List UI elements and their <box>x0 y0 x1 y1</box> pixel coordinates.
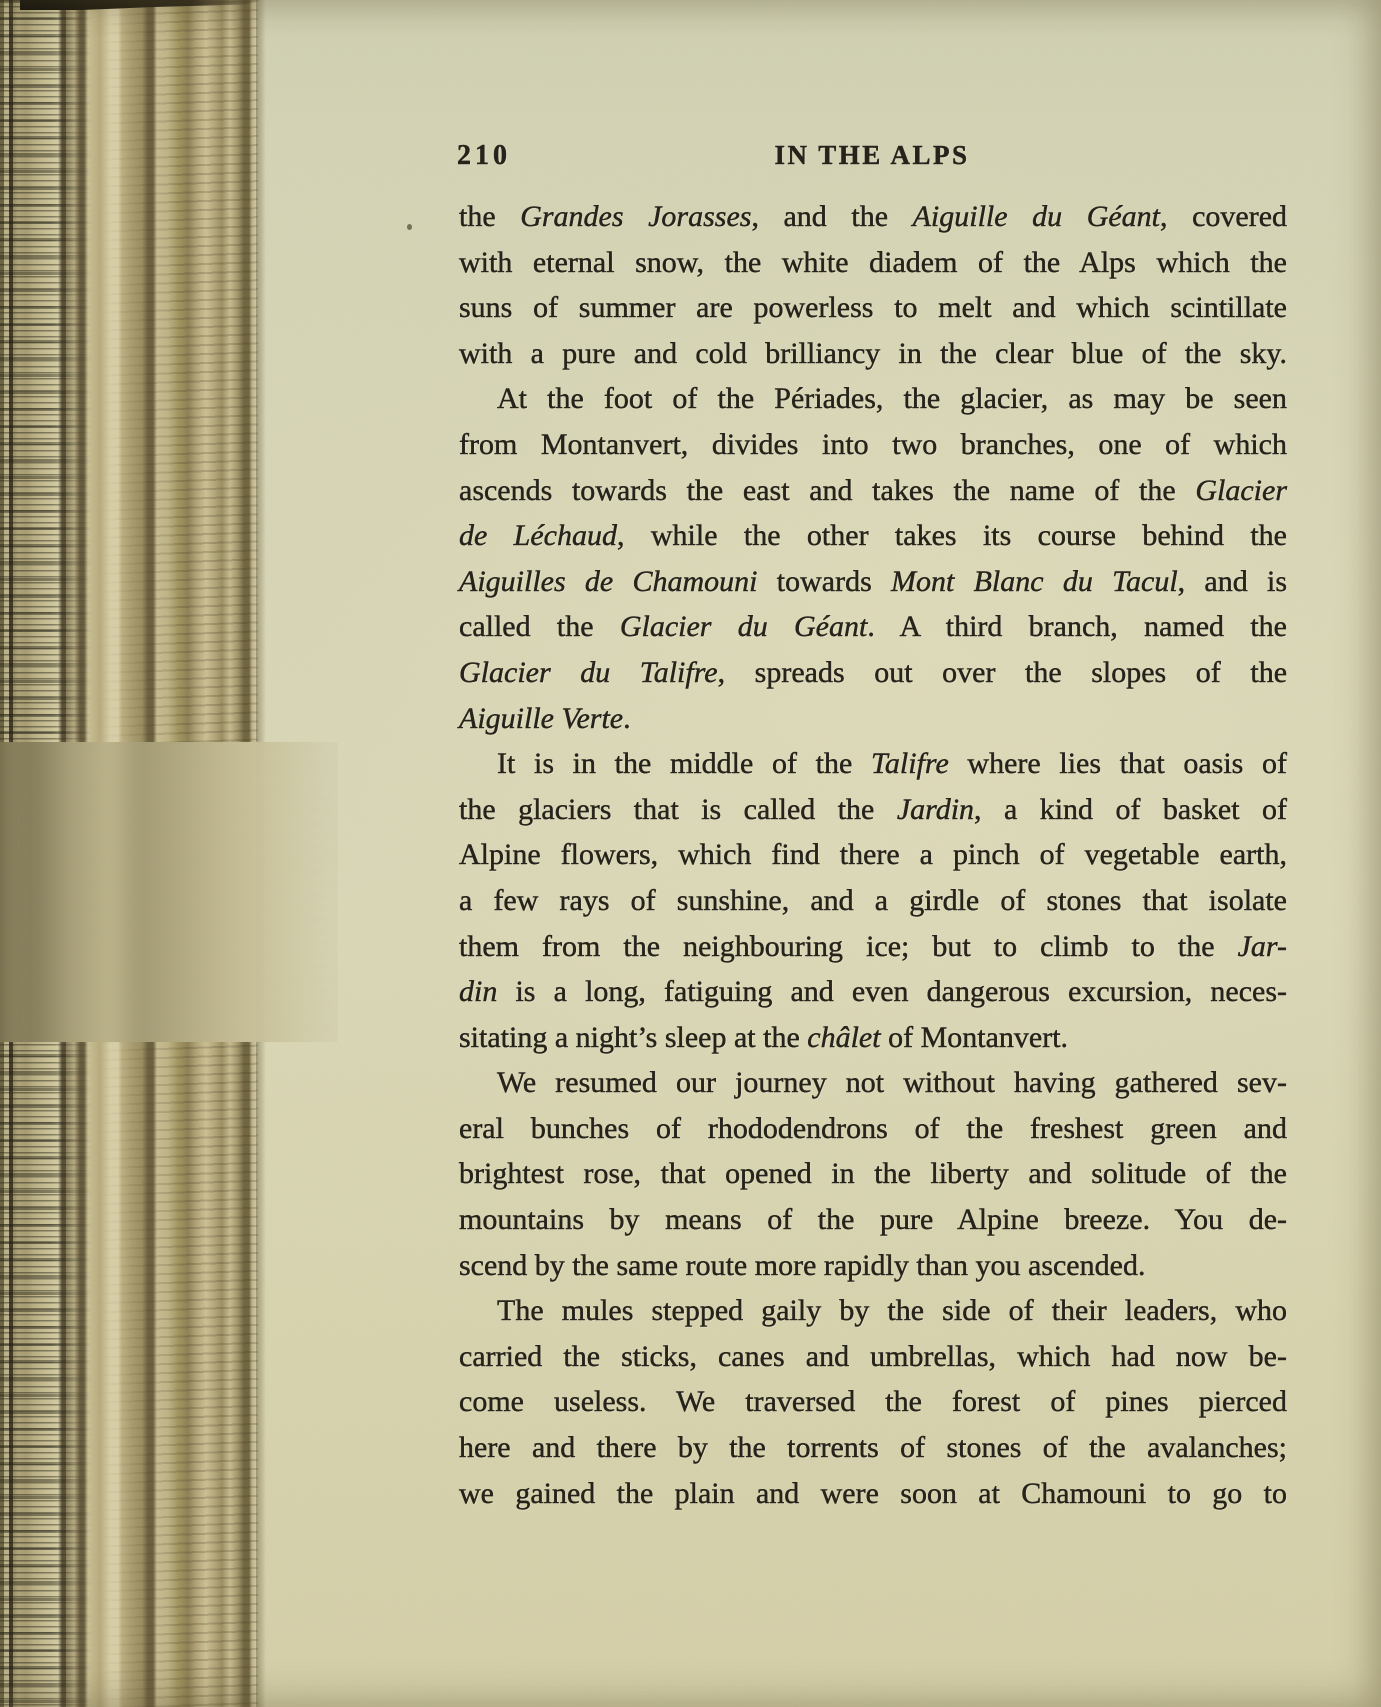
text-run: The mules stepped gaily by the side of their leaders, who <box>497 1294 1287 1328</box>
text-run: , while the other takes its course behind the <box>617 519 1287 553</box>
text-run: At the foot of the Périades, the glacier, as may be seen <box>497 382 1287 416</box>
margin-speck <box>407 224 412 230</box>
text-line <box>459 331 1287 377</box>
text-line <box>459 1288 1287 1334</box>
text-line <box>459 1151 1287 1197</box>
text-line <box>459 422 1287 468</box>
text-line <box>459 832 1287 878</box>
page-number: 210 <box>457 140 511 171</box>
text-line <box>459 1060 1287 1106</box>
text-line <box>459 1379 1287 1425</box>
text-run: is a long, fatiguing and even dangerous excursion, neces- <box>497 975 1287 1009</box>
text-run: called the <box>459 610 620 644</box>
text-run: , and the <box>751 200 913 233</box>
text-line <box>459 376 1287 422</box>
text-line <box>459 741 1287 787</box>
text-run: brightest rose, that opened in the liberty and solitude of the <box>459 1157 1287 1191</box>
text-run: from Montanvert, divides into two branches, one of which <box>459 427 1287 461</box>
text-run: Glacier du Géant <box>619 610 868 644</box>
text-run: the glaciers that is called the <box>459 792 897 826</box>
text-run: mountains by means of the pure Alpine breeze. You de- <box>459 1203 1287 1237</box>
text-run: Mont Blanc du Tacul <box>891 564 1178 598</box>
text-line <box>459 1471 1287 1517</box>
text-run: a few rays of sunshine, and a girdle of stones that isolate <box>459 883 1287 917</box>
text-run: Grandes Jorasses <box>520 200 752 233</box>
text-line <box>459 650 1287 696</box>
text-line <box>459 787 1287 833</box>
text-run: It is in the middle of the <box>497 747 871 781</box>
text-run: of Montanvert. <box>880 1020 1069 1054</box>
text-line <box>459 1015 1287 1061</box>
text-run: suns of summer are powerless to melt and which scintillate <box>459 291 1287 325</box>
text-run: châlet <box>807 1020 881 1054</box>
text-line <box>459 924 1287 970</box>
scan-smudge-band <box>0 742 338 1042</box>
text-run: de Léchaud <box>459 519 618 553</box>
text-run: ascends towards the east and takes the name of the <box>459 473 1196 507</box>
text-line <box>459 1334 1287 1380</box>
text-run: Talifre <box>870 747 949 781</box>
text-run: , a kind of basket of <box>974 792 1287 826</box>
text-run: Glacier du Talifre <box>459 655 718 689</box>
text-run: Jar- <box>1237 929 1287 963</box>
text-run: . <box>623 701 631 735</box>
text-run: eral bunches of rhododendrons of the freshest green and <box>459 1111 1287 1145</box>
text-run: with eternal snow, the white diadem of the Alps which the <box>459 245 1287 279</box>
text-line <box>459 1243 1287 1289</box>
text-line <box>459 878 1287 924</box>
text-run: , spreads out over the slopes of the <box>717 655 1288 689</box>
text-run: Glacier <box>1195 473 1287 507</box>
text-run: towards <box>757 564 891 598</box>
text-run: where lies that oasis of <box>948 747 1288 781</box>
text-line <box>459 559 1287 605</box>
text-line <box>459 1425 1287 1471</box>
text-run: carried the sticks, canes and umbrellas, which had now be- <box>459 1339 1287 1373</box>
running-title: IN THE ALPS <box>774 140 970 170</box>
text-run: here and there by the torrents of stones of the avalanches; <box>459 1431 1287 1465</box>
text-line <box>459 969 1287 1015</box>
text-line <box>459 194 1287 240</box>
body-text <box>459 194 1287 1516</box>
scan-smudge-gradient <box>0 742 338 1042</box>
text-run: the <box>459 200 521 233</box>
text-run: , and is <box>1177 564 1287 598</box>
text-run: Aiguille du Géant <box>912 200 1161 233</box>
text-run: Aiguille Verte <box>459 701 624 735</box>
text-line <box>459 604 1287 650</box>
text-run: , covered <box>1160 200 1288 233</box>
text-run: we gained the plain and were soon at Chamouni to go to <box>459 1476 1287 1510</box>
text-line <box>459 240 1287 286</box>
text-line <box>459 468 1287 514</box>
text-line <box>459 513 1287 559</box>
text-line <box>459 285 1287 331</box>
text-run: din <box>459 975 498 1009</box>
text-run: sitating a night’s sleep at the <box>459 1020 808 1054</box>
text-run: Jardin <box>896 792 975 826</box>
text-line <box>459 696 1287 742</box>
text-run: Alpine flowers, which find there a pinch of vegetable earth, <box>459 838 1287 872</box>
text-run: with a pure and cold brilliancy in the clear blue of the sky. <box>459 336 1287 370</box>
text-line <box>459 1197 1287 1243</box>
text-line <box>459 1106 1287 1152</box>
text-run: scend by the same route more rapidly than you ascended. <box>459 1248 1146 1282</box>
text-run: come useless. We traversed the forest of pines pierced <box>459 1385 1287 1419</box>
text-run: We resumed our journey not without having gathered sev- <box>497 1066 1287 1100</box>
text-run: . A third branch, named the <box>867 610 1287 644</box>
text-run: Aiguilles de Chamouni <box>459 564 758 598</box>
text-run: them from the neighbouring ice; but to climb to the <box>459 929 1238 963</box>
